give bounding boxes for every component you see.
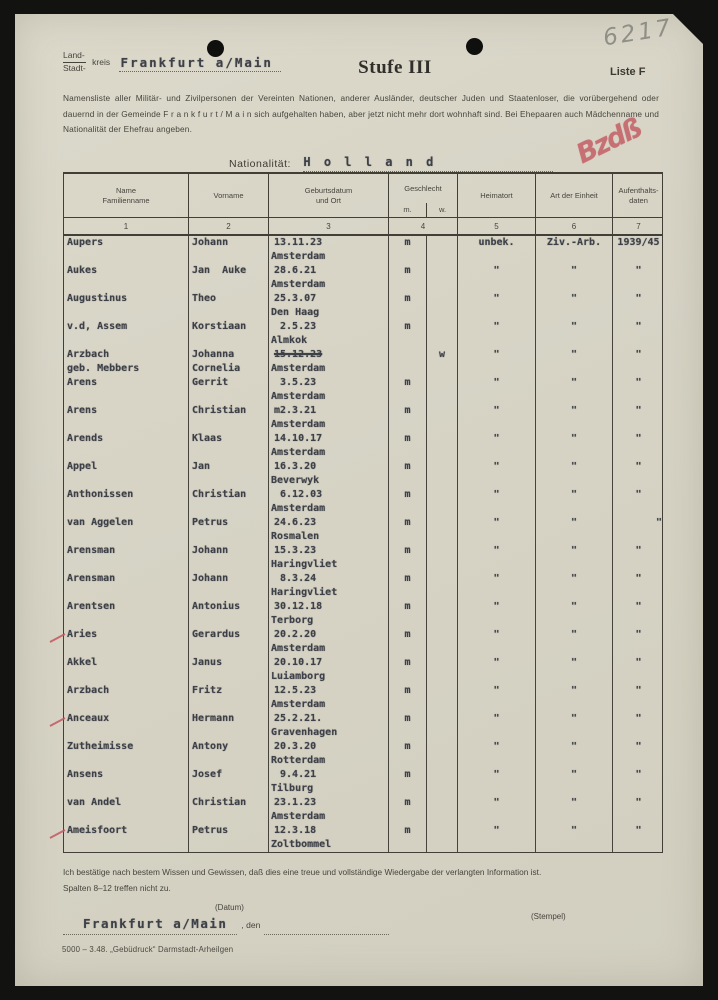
- form-title: Stufe III: [358, 57, 432, 78]
- heimatort-cell: ": [458, 516, 536, 544]
- name-cell: Akkel: [64, 656, 189, 684]
- birth-cell: 9.4.21 Tilburg: [269, 768, 389, 796]
- vorname-cell: Josef: [189, 768, 269, 796]
- vorname-cell: Jan Auke: [189, 264, 269, 292]
- name-cell: Zutheimisse: [64, 740, 189, 768]
- vorname-cell: Gerrit: [189, 376, 269, 404]
- name-cell: Arens: [64, 404, 189, 432]
- vorname-cell: Johann: [189, 572, 269, 600]
- sex-w-cell: [427, 432, 458, 460]
- sex-w-cell: [427, 796, 458, 824]
- einheit-cell: ": [536, 796, 613, 824]
- name-cell: Arzbach geb. Mebbers: [64, 348, 189, 376]
- sex-m-cell: m: [389, 264, 427, 292]
- birth-cell: 15.3.23 Haringvliet: [269, 544, 389, 572]
- vorname-cell: Antonius: [189, 600, 269, 628]
- birth-cell: 13.11.23 Amsterdam: [269, 236, 389, 264]
- certification-line-1: Ich bestätige nach bestem Wissen und Gewissen, daß dies eine treue und vollständige Wiedergabe der verlangten Information ist.: [63, 867, 542, 877]
- aufenthalt-cell: ": [635, 769, 642, 780]
- nationality-line: [303, 153, 553, 172]
- table-row: [64, 600, 662, 628]
- stadt-label: Stadt-: [63, 63, 86, 73]
- kreis-block: [63, 50, 281, 80]
- vorname-cell: Theo: [189, 292, 269, 320]
- vorname-cell: Christian: [189, 488, 269, 516]
- heimatort-cell: ": [458, 628, 536, 656]
- birth-cell: 8.3.24 Haringvliet: [269, 572, 389, 600]
- einheit-cell: ": [536, 348, 613, 376]
- aufenthalt-cell: ": [635, 657, 642, 668]
- column-number-row: 1 2 3 4 5 6 7: [63, 218, 663, 236]
- einheit-cell: ": [536, 516, 613, 544]
- aufenthalt-cell: ": [635, 741, 642, 752]
- heimatort-cell: ": [458, 404, 536, 432]
- name-cell: Arens: [64, 376, 189, 404]
- birth-cell: 25.2.21. Gravenhagen: [269, 712, 389, 740]
- birth-cell: 3.5.23 Amsterdam: [269, 376, 389, 404]
- vorname-cell: Johann: [189, 236, 269, 264]
- column-header-vorname: Vorname: [189, 174, 269, 217]
- einheit-cell: Ziv.-Arb.: [536, 236, 613, 264]
- sex-w-cell: [427, 684, 458, 712]
- intro-text: Namensliste aller Militär- und Zivilpersonen der Vereinten Nationen, anderer Ausländer, deutscher Juden und Staatenloser, die vorübergehend oder dauernd in der Gemeinde F r a n k f u r t / M a i n sich aufgehalten haben, aber jetzt nicht mehr dort wohnhaft sind. Bei Ehepaaren auch Mädchenname und Nationalität der Ehefrau angeben.: [63, 93, 659, 134]
- heimatort-cell: ": [458, 292, 536, 320]
- handwritten-red-initials: Bzdß: [571, 112, 646, 171]
- sex-w-cell: [427, 656, 458, 684]
- heimatort-cell: ": [458, 376, 536, 404]
- aufenthalt-cell: ": [635, 321, 642, 332]
- heimatort-cell: ": [458, 824, 536, 852]
- einheit-cell: ": [536, 292, 613, 320]
- heimatort-cell: ": [458, 488, 536, 516]
- sex-w-cell: [427, 544, 458, 572]
- sex-m-cell: m: [389, 796, 427, 824]
- vorname-cell: Antony: [189, 740, 269, 768]
- table-body: [63, 236, 663, 853]
- aufenthalt-cell: ": [635, 685, 642, 696]
- table-row: [64, 796, 662, 824]
- sex-m-cell: m: [389, 292, 427, 320]
- name-cell: Augustinus: [64, 292, 189, 320]
- sex-w-cell: [427, 740, 458, 768]
- birth-cell: 2.5.23 Almkok: [269, 320, 389, 348]
- name-cell: Arends: [64, 432, 189, 460]
- aufenthalt-cell: ": [635, 825, 642, 836]
- sex-w-cell: [427, 516, 458, 544]
- aufenthalt-cell: ": [635, 489, 642, 500]
- handwritten-pencil-number: 6217: [601, 14, 676, 52]
- sex-w-cell: [427, 292, 458, 320]
- certification-line-2: Spalten 8–12 treffen nicht zu.: [63, 883, 171, 893]
- kreis-value: Frankfurt a/Main: [119, 55, 281, 72]
- table-row: [64, 516, 662, 544]
- einheit-cell: ": [536, 824, 613, 852]
- vorname-cell: Christian: [189, 404, 269, 432]
- sex-w-cell: [427, 768, 458, 796]
- den-label: , den: [241, 920, 261, 930]
- heimatort-cell: ": [458, 684, 536, 712]
- einheit-cell: ": [536, 320, 613, 348]
- city-line: [63, 915, 237, 935]
- einheit-cell: ": [536, 740, 613, 768]
- sex-w-cell: [427, 824, 458, 852]
- name-cell: van Aggelen: [64, 516, 189, 544]
- sex-w-cell: [427, 236, 458, 264]
- table-row: [64, 684, 662, 712]
- sex-m-cell: m: [389, 432, 427, 460]
- sex-m-cell: m: [389, 516, 427, 544]
- einheit-cell: ": [536, 376, 613, 404]
- einheit-cell: ": [536, 264, 613, 292]
- birth-cell: m2.3.21 Amsterdam: [269, 404, 389, 432]
- einheit-cell: ": [536, 404, 613, 432]
- sex-m-cell: m: [389, 740, 427, 768]
- einheit-cell: ": [536, 684, 613, 712]
- einheit-cell: ": [536, 544, 613, 572]
- heimatort-cell: ": [458, 796, 536, 824]
- aufenthalt-cell: ": [635, 573, 642, 584]
- table-row: [64, 460, 662, 488]
- birth-cell: 15.12.23 Amsterdam: [269, 348, 389, 376]
- table-row: [64, 292, 662, 320]
- table-row: [64, 432, 662, 460]
- einheit-cell: ": [536, 488, 613, 516]
- sex-w-cell: [427, 628, 458, 656]
- names-table: [63, 172, 663, 853]
- stempel-label: (Stempel): [531, 912, 566, 921]
- vorname-cell: Fritz: [189, 684, 269, 712]
- sex-m-cell: m: [389, 768, 427, 796]
- vorname-cell: Korstiaan: [189, 320, 269, 348]
- table-row: [64, 320, 662, 348]
- sex-m-cell: m: [389, 656, 427, 684]
- aufenthalt-cell: ": [635, 377, 642, 388]
- sex-w-cell: [427, 264, 458, 292]
- column-header-geburtsdatum: Geburtsdatum und Ort: [269, 174, 389, 217]
- sex-w-cell: [427, 600, 458, 628]
- table-row: [64, 236, 662, 264]
- aufenthalt-cell: ": [635, 545, 642, 556]
- certification-text: [63, 864, 659, 896]
- date-dotted-line: [264, 934, 389, 935]
- table-row: [64, 488, 662, 516]
- sex-m-cell: m: [389, 824, 427, 852]
- name-cell: Aries: [64, 628, 189, 656]
- table-row: [64, 404, 662, 432]
- land-label: Land-: [63, 50, 86, 63]
- einheit-cell: ": [536, 432, 613, 460]
- table-row: [64, 824, 662, 852]
- name-cell: Arentsen: [64, 600, 189, 628]
- birth-cell: 16.3.20 Beverwyk: [269, 460, 389, 488]
- name-cell: v.d, Assem: [64, 320, 189, 348]
- aufenthalt-cell: ": [635, 461, 642, 472]
- name-cell: Arzbach: [64, 684, 189, 712]
- nationality-label: Nationalität:: [229, 158, 291, 170]
- table-row: [64, 376, 662, 404]
- print-imprint: 5000 – 3.48. „Gebüdruck“ Darmstadt-Arheilgen: [62, 945, 234, 954]
- table-row: [64, 712, 662, 740]
- einheit-cell: ": [536, 768, 613, 796]
- land-stadt-label: [63, 50, 86, 74]
- date-signature-row: [63, 915, 389, 937]
- sex-m-cell: m: [389, 600, 427, 628]
- table-row: [64, 572, 662, 600]
- heimatort-cell: ": [458, 740, 536, 768]
- name-cell: Ameisfoort: [64, 824, 189, 852]
- vorname-cell: Klaas: [189, 432, 269, 460]
- punch-hole-right: [466, 38, 483, 55]
- nationality-row: [229, 153, 553, 172]
- city-value: Frankfurt a/Main: [83, 916, 228, 931]
- heimatort-cell: ": [458, 544, 536, 572]
- column-header-einheit: Art der Einheit: [536, 174, 613, 217]
- table-row: [64, 768, 662, 796]
- aufenthalt-cell: ": [635, 797, 642, 808]
- name-cell: Appel: [64, 460, 189, 488]
- birth-cell: 20.3.20 Rotterdam: [269, 740, 389, 768]
- birth-cell: 24.6.23 Rosmalen: [269, 516, 389, 544]
- table-row: [64, 628, 662, 656]
- birth-cell: 12.5.23 Amsterdam: [269, 684, 389, 712]
- heimatort-cell: ": [458, 572, 536, 600]
- heimatort-cell: ": [458, 712, 536, 740]
- heimatort-cell: ": [458, 348, 536, 376]
- vorname-cell: Jan: [189, 460, 269, 488]
- column-header-aufenthalt: Aufenthalts- daten: [618, 185, 659, 205]
- aufenthalt-cell: ": [655, 517, 662, 528]
- birth-cell: 20.2.20 Amsterdam: [269, 628, 389, 656]
- column-header-geschlecht: Geschlecht m. w.: [389, 174, 458, 217]
- einheit-cell: ": [536, 572, 613, 600]
- heimatort-cell: ": [458, 600, 536, 628]
- sex-m-cell: m: [389, 712, 427, 740]
- vorname-cell: Christian: [189, 796, 269, 824]
- sex-m-cell: m: [389, 544, 427, 572]
- birth-cell: 12.3.18 Zoltbommel: [269, 824, 389, 852]
- birth-cell: 14.10.17 Amsterdam: [269, 432, 389, 460]
- nationality-value: H o l l a n d: [303, 155, 437, 169]
- vorname-cell: Johann: [189, 544, 269, 572]
- sex-m-cell: m: [389, 320, 427, 348]
- heimatort-cell: ": [458, 264, 536, 292]
- column-header-name: Name Familienname: [64, 174, 189, 217]
- table-row: [64, 264, 662, 292]
- name-cell: Anceaux: [64, 712, 189, 740]
- vorname-cell: Janus: [189, 656, 269, 684]
- table-row: [64, 544, 662, 572]
- sex-m-cell: m: [389, 628, 427, 656]
- heimatort-cell: unbek.: [458, 236, 536, 264]
- sex-w-cell: w: [427, 348, 458, 376]
- birth-cell: 25.3.07 Den Haag: [269, 292, 389, 320]
- birth-cell: 28.6.21 Amsterdam: [269, 264, 389, 292]
- sex-m-cell: m: [389, 376, 427, 404]
- sex-w-cell: [427, 376, 458, 404]
- table-header: [63, 172, 663, 218]
- birth-cell: 30.12.18 Terborg: [269, 600, 389, 628]
- birth-cell: 6.12.03 Amsterdam: [269, 488, 389, 516]
- liste-label: Liste F: [610, 66, 646, 78]
- birth-cell: 23.1.23 Amsterdam: [269, 796, 389, 824]
- name-cell: Ansens: [64, 768, 189, 796]
- subcolumn-w: w.: [438, 205, 447, 214]
- aufenthalt-cell: ": [635, 405, 642, 416]
- aufenthalt-cell: ": [635, 349, 642, 360]
- einheit-cell: ": [536, 460, 613, 488]
- einheit-cell: ": [536, 600, 613, 628]
- name-cell: van Andel: [64, 796, 189, 824]
- corner-fold: [673, 14, 703, 44]
- aufenthalt-cell: ": [635, 713, 642, 724]
- aufenthalt-cell: ": [635, 433, 642, 444]
- sex-m-cell: m: [389, 684, 427, 712]
- heimatort-cell: ": [458, 768, 536, 796]
- einheit-cell: ": [536, 656, 613, 684]
- vorname-cell: Hermann: [189, 712, 269, 740]
- birth-cell: 20.10.17 Luiamborg: [269, 656, 389, 684]
- sex-w-cell: [427, 404, 458, 432]
- scanned-form-page: [15, 14, 703, 986]
- aufenthalt-cell: ": [635, 629, 642, 640]
- table-row: [64, 348, 662, 376]
- sex-w-cell: [427, 572, 458, 600]
- name-cell: Aupers: [64, 236, 189, 264]
- heimatort-cell: ": [458, 320, 536, 348]
- heimatort-cell: ": [458, 656, 536, 684]
- einheit-cell: ": [536, 628, 613, 656]
- sex-m-cell: [389, 348, 427, 376]
- heimatort-cell: ": [458, 460, 536, 488]
- sex-m-cell: m: [389, 404, 427, 432]
- vorname-cell: Gerardus: [189, 628, 269, 656]
- aufenthalt-cell: ": [635, 601, 642, 612]
- aufenthalt-cell: ": [635, 293, 642, 304]
- name-cell: Aukes: [64, 264, 189, 292]
- table-row: [64, 656, 662, 684]
- sex-w-cell: [427, 488, 458, 516]
- column-header-heimatort: Heimatort: [458, 174, 536, 217]
- vorname-cell: Petrus: [189, 824, 269, 852]
- name-cell: Anthonissen: [64, 488, 189, 516]
- sex-w-cell: [427, 712, 458, 740]
- sex-w-cell: [427, 320, 458, 348]
- name-cell: Arensman: [64, 572, 189, 600]
- sex-m-cell: m: [389, 488, 427, 516]
- subcolumn-m: m.: [389, 203, 427, 217]
- datum-label: (Datum): [215, 903, 244, 912]
- einheit-cell: ": [536, 712, 613, 740]
- vorname-cell: Petrus: [189, 516, 269, 544]
- sex-m-cell: m: [389, 236, 427, 264]
- aufenthalt-cell: ": [635, 265, 642, 276]
- kreis-label: kreis: [92, 57, 111, 67]
- name-cell: Arensman: [64, 544, 189, 572]
- heimatort-cell: ": [458, 432, 536, 460]
- vorname-cell: Johanna Cornelia: [189, 348, 269, 376]
- table-row: [64, 740, 662, 768]
- aufenthalt-cell: 1939/45: [617, 237, 660, 248]
- sex-w-cell: [427, 460, 458, 488]
- sex-m-cell: m: [389, 572, 427, 600]
- sex-m-cell: m: [389, 460, 427, 488]
